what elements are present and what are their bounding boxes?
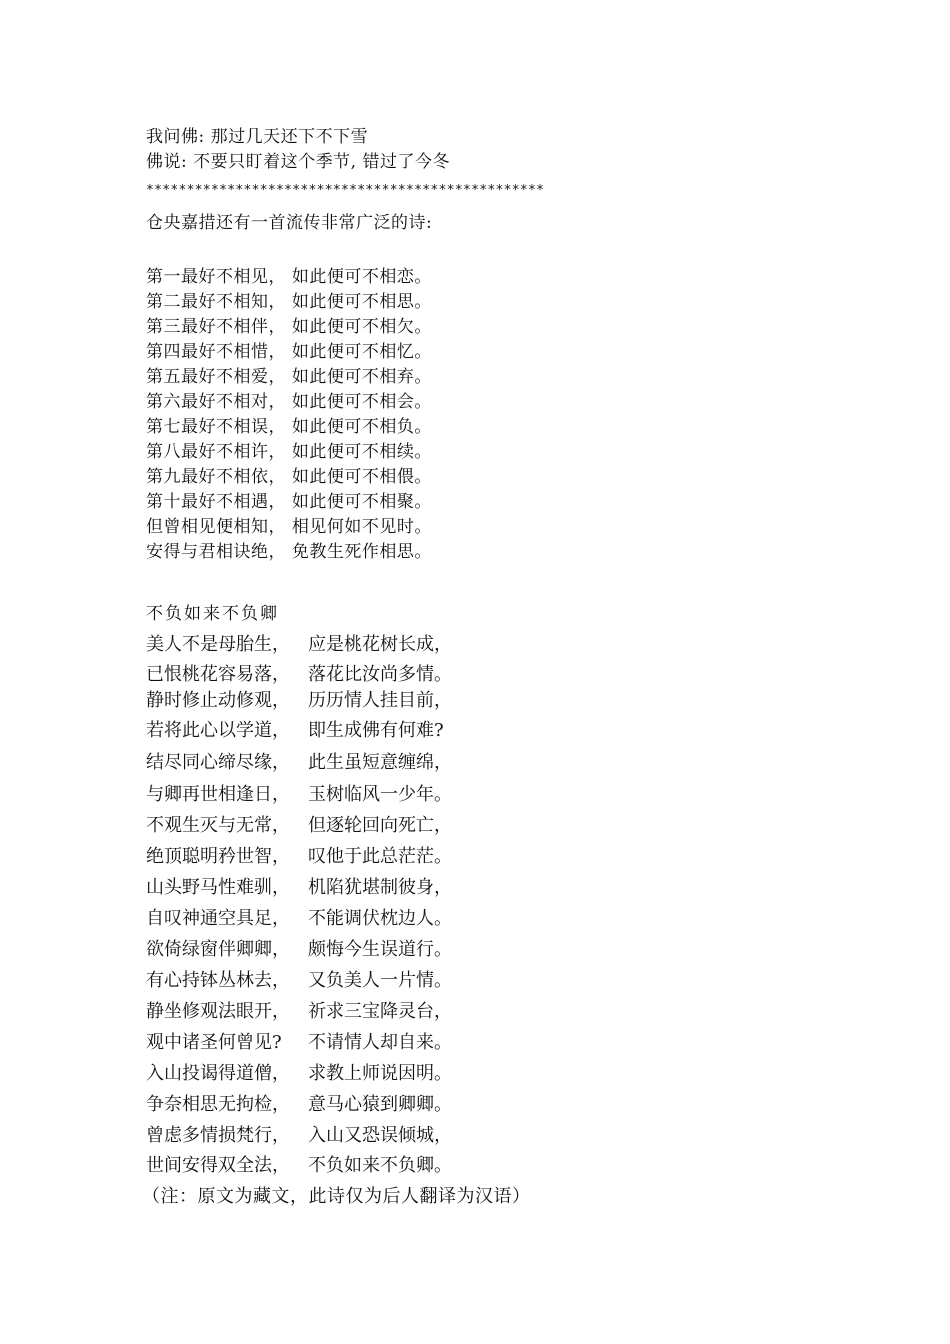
poem2-first-half: 欲倚绿窗伴卿卿，: [146, 939, 290, 960]
poem2-second-half: 意马心猿到卿卿。: [308, 1094, 452, 1115]
best-poem-line: 第一最好不相见， 如此便可不相恋。: [146, 267, 432, 287]
poem2-first-half: 若将此心以学道，: [146, 720, 290, 741]
poem2-first-half: 曾虑多情损梵行，: [146, 1125, 290, 1146]
best-poem-line: 第五最好不相爱， 如此便可不相弃。: [146, 367, 432, 387]
poem2-second-half: 颇悔今生误道行。: [308, 939, 452, 960]
footnote: （注：原文为藏文，此诗仅为后人翻译为汉语）: [142, 1186, 531, 1207]
intro-line: 仓央嘉措还有一首流传非常广泛的诗:: [146, 213, 433, 233]
poem2-title: 不负如来不负卿: [146, 604, 279, 624]
poem2-first-half: 结尽同心缔尽缘，: [146, 752, 290, 773]
poem2-first-half: 静时修止动修观，: [146, 690, 290, 711]
separator-line: *************************************************: [146, 183, 545, 198]
best-poem-line: 第七最好不相误， 如此便可不相负。: [146, 417, 432, 437]
poem2-first-half: 与卿再世相逢日，: [146, 784, 290, 805]
poem2-second-half: 此生虽短意缠绵，: [308, 752, 452, 773]
best-poem-line: 第九最好不相依， 如此便可不相偎。: [146, 467, 432, 487]
poem2-first-half: 争奈相思无拘检，: [146, 1094, 290, 1115]
poem2-second-half: 又负美人一片情。: [308, 970, 452, 991]
poem2-second-half: 机陷犹堪制彼身，: [308, 877, 452, 898]
poem2-second-half: 入山又恐误倾城，: [308, 1125, 452, 1146]
poem2-second-half: 即生成佛有何难?: [308, 720, 444, 741]
poem2-second-half: 玉树临风一少年。: [308, 784, 452, 805]
poem2-first-half: 观中诸圣何曾见?: [146, 1032, 282, 1053]
best-poem-line: 第二最好不相知， 如此便可不相思。: [146, 292, 432, 312]
best-poem-line: 第四最好不相惜， 如此便可不相忆。: [146, 342, 432, 362]
poem2-second-half: 落花比汝尚多情。: [308, 664, 452, 685]
best-poem-line: 第十最好不相遇， 如此便可不相聚。: [146, 492, 432, 512]
poem2-first-half: 入山投谒得道僧，: [146, 1063, 290, 1084]
poem2-first-half: 静坐修观法眼开，: [146, 1001, 290, 1022]
best-poem-line: 第三最好不相伴， 如此便可不相欠。: [146, 317, 432, 337]
poem2-second-half: 叹他于此总茫茫。: [308, 846, 452, 867]
best-poem-line: 但曾相见便相知， 相见何如不见时。: [146, 517, 432, 537]
poem2-second-half: 不负如来不负卿。: [308, 1155, 452, 1176]
header-line-2: 佛说: 不要只盯着这个季节, 错过了今冬: [146, 152, 450, 172]
poem2-first-half: 不观生灭与无常，: [146, 815, 290, 836]
best-poem-line: 第六最好不相对， 如此便可不相会。: [146, 392, 432, 412]
poem2-second-half: 求教上师说因明。: [308, 1063, 452, 1084]
best-poem-line: 安得与君相诀绝， 免教生死作相思。: [146, 542, 432, 562]
poem2-second-half: 但逐轮回向死亡，: [308, 815, 452, 836]
poem2-first-half: 世间安得双全法，: [146, 1155, 290, 1176]
poem2-second-half: 历历情人挂目前，: [308, 690, 452, 711]
poem2-second-half: 不请情人却自来。: [308, 1032, 452, 1053]
best-poem-line: 第八最好不相许， 如此便可不相续。: [146, 442, 432, 462]
poem2-first-half: 绝顶聪明矜世智，: [146, 846, 290, 867]
poem2-first-half: 有心持钵丛林去，: [146, 970, 290, 991]
poem2-first-half: 自叹神通空具足，: [146, 908, 290, 929]
poem2-first-half: 已恨桃花容易落，: [146, 664, 290, 685]
poem2-first-half: 山头野马性难驯，: [146, 877, 290, 898]
header-line-1: 我问佛: 那过几天还下不下雪: [146, 127, 369, 147]
poem2-second-half: 不能调伏枕边人。: [308, 908, 452, 929]
poem2-first-half: 美人不是母胎生，: [146, 634, 290, 655]
poem2-second-half: 应是桃花树长成，: [308, 634, 452, 655]
poem2-second-half: 祈求三宝降灵台，: [308, 1001, 452, 1022]
